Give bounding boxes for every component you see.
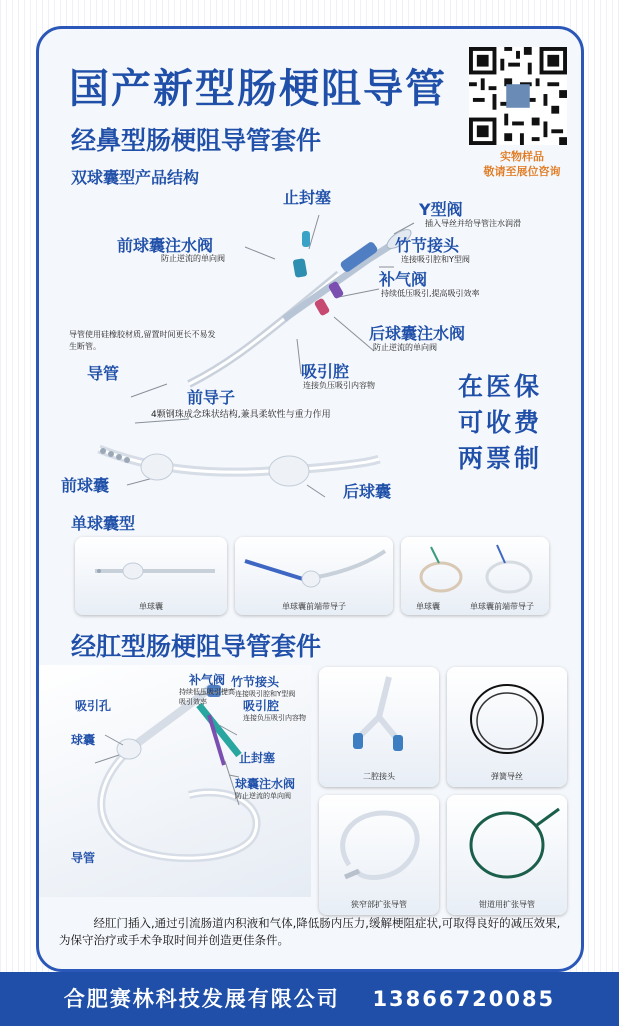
label-y-valve: Y型阀 [419, 200, 463, 219]
footer-phone[interactable]: 13866720085 [372, 987, 556, 1011]
single-balloon-coils-image [401, 537, 549, 597]
photo-single-balloon-guide [235, 537, 393, 615]
footer-company: 合肥赛林科技发展有限公司 [63, 987, 340, 1011]
pointer-front-valve [245, 247, 275, 259]
caption-single-balloon-guide-coil: 单球囊前端带导子 [470, 602, 534, 611]
caption-spring-guidewire: 弹簧导丝 [491, 772, 523, 781]
label-front-valve: 前球囊注水阀 [117, 236, 214, 255]
caption-single-balloon-coil: 单球囊 [416, 602, 440, 611]
poster-title: 国产新型肠梗阻导管 [69, 66, 447, 112]
qr-note [473, 149, 571, 179]
qr-code[interactable] [469, 47, 567, 145]
anal-label-suction-lumen-desc: 连接负压吸引内容物 [243, 714, 306, 722]
caption-stricture-dilator: 狭窄部扩张导管 [351, 900, 407, 909]
anal-label-vent-valve: 补气阀 [189, 673, 226, 687]
caption-channel-dilator: 钳道用扩张导管 [479, 900, 535, 909]
label-vent-valve-desc: 持续低压吸引,提高吸引效率 [381, 289, 480, 298]
rear-balloon-shape [269, 456, 309, 486]
label-suction-lumen-desc: 连接负压吸引内容物 [303, 381, 375, 390]
anal-label-vent-valve-desc: 持续低压吸引提高吸引效率 [179, 688, 235, 706]
label-rear-valve: 后球囊注水阀 [369, 324, 466, 343]
policy-insurance: 在医保 [457, 372, 542, 401]
anal-label-joint: 竹节接头 [231, 675, 280, 689]
poster-card [36, 26, 584, 972]
anal-description: 经肛门插入,通过引流肠道内积液和气体,降低肠内压力,缓解梗阻症状,可取得良好的减压效果,为保守治疗或手术争取时间并创造更佳条件。 [59, 916, 561, 947]
label-joint-desc: 连接吸引腔和Y型阀 [401, 255, 470, 264]
label-vent-valve: 补气阀 [379, 270, 428, 289]
anal-label-seal-plug: 止封塞 [239, 751, 276, 765]
double-balloon-structure-title: 双球囊型产品结构 [71, 168, 200, 187]
qr-note-line-2: 敬请至展位咨询 [483, 165, 561, 178]
qr-note-line-1: 实物样品 [500, 150, 544, 163]
label-front-valve-desc: 防止逆流的单向阀 [161, 254, 225, 263]
anal-label-balloon-valve-desc: 防止逆流的单向阀 [235, 792, 291, 800]
caption-single-balloon-guide: 单球囊前端带导子 [282, 602, 346, 611]
pointer-tube [131, 384, 167, 397]
pointer-rear-balloon [307, 485, 325, 497]
label-y-valve-desc: 插入导丝并给导管注水润滑 [425, 219, 521, 228]
caption-single-balloon: 单球囊 [139, 602, 163, 611]
pointer-rear-valve [334, 317, 374, 351]
label-front-guide: 前导子 [187, 388, 236, 407]
label-front-balloon: 前球囊 [61, 476, 110, 495]
anal-label-balloon-valve: 球囊注水阀 [235, 777, 296, 791]
accessory-channel-dilator [447, 795, 567, 915]
policy-two-invoice: 两票制 [457, 444, 542, 473]
policy-chargeable: 可收费 [457, 408, 542, 437]
two-lumen-connector-image [319, 667, 439, 767]
label-material-desc: 导管使用硅橡胶材质,留置时间更长不易发生断管。 [69, 330, 216, 351]
policy-block [435, 369, 565, 477]
caption-two-lumen-connector: 二腔接头 [363, 772, 395, 781]
label-rear-valve-desc: 防止逆流的单向阀 [373, 343, 437, 352]
channel-dilator-image [447, 795, 567, 895]
front-balloon-shape [141, 454, 173, 480]
anal-label-joint-desc: 连接吸引腔和Y型阀 [235, 690, 296, 698]
stricture-dilator-image [319, 795, 439, 895]
nasal-kit-title: 经鼻型肠梗阻导管套件 [71, 126, 322, 155]
footer-bar [0, 972, 619, 1026]
label-tube: 导管 [87, 364, 120, 383]
photo-single-balloon [75, 537, 227, 615]
pointer-seal-plug [309, 215, 319, 249]
anal-label-suction-lumen: 吸引腔 [243, 699, 280, 713]
spring-guidewire-image [447, 667, 567, 767]
anal-kit-title: 经肛型肠梗阻导管套件 [71, 632, 322, 661]
anal-label-tube: 导管 [71, 851, 96, 865]
anal-label-balloon: 球囊 [71, 733, 96, 747]
single-balloon-guide-image [235, 537, 393, 597]
front-valve-cap [293, 258, 308, 278]
photo-single-balloon-coils [401, 537, 549, 615]
seal-plug-cap [302, 231, 310, 247]
single-balloon-title: 单球囊型 [71, 514, 136, 533]
single-balloon-image [75, 537, 227, 597]
label-joint: 竹节接头 [395, 236, 460, 255]
label-seal-plug: 止封塞 [283, 188, 332, 207]
accessory-spring-guidewire [447, 667, 567, 787]
label-suction-lumen: 吸引腔 [301, 362, 350, 381]
accessory-stricture-dilator [319, 795, 439, 915]
label-rear-balloon: 后球囊 [343, 482, 392, 501]
pointer-vent-valve [339, 289, 379, 297]
label-front-guide-desc: 4颗钢珠成念珠状结构,兼具柔软性与重力作用 [151, 410, 331, 420]
anal-label-suction-hole: 吸引孔 [75, 699, 112, 713]
accessory-two-lumen-connector [319, 667, 439, 787]
